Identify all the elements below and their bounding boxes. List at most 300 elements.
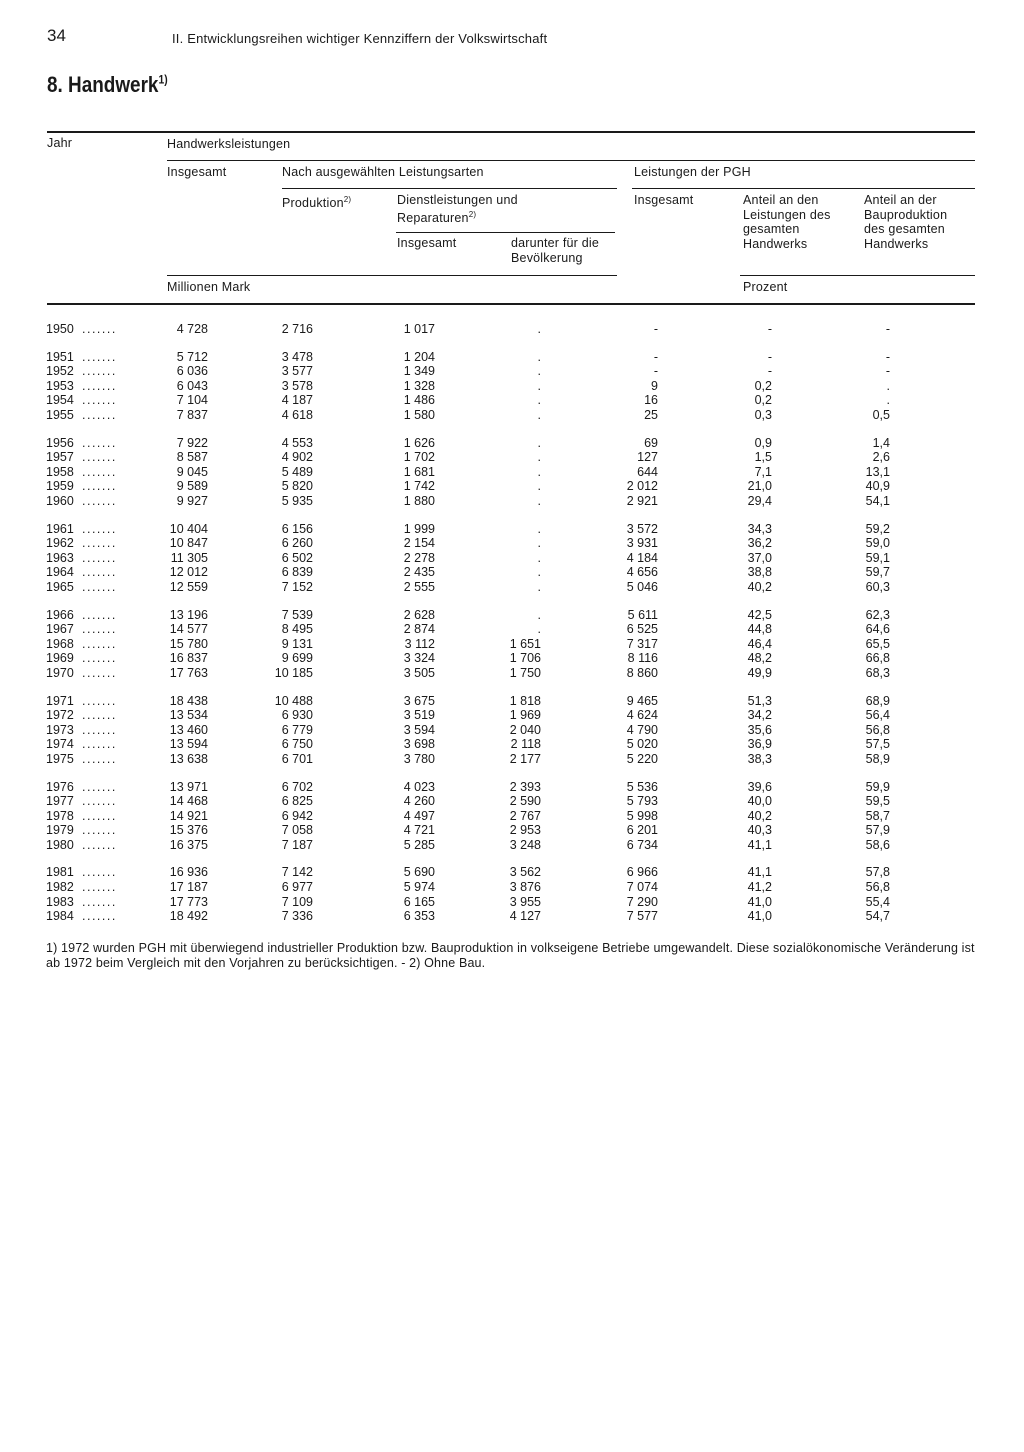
- cell-bau: 57,9: [865, 823, 890, 838]
- cell-ins: 13 196: [169, 607, 208, 622]
- cell-dl: 3 519: [403, 708, 435, 723]
- cell-pgh: 4 790: [626, 722, 658, 737]
- cell-dots: .......: [82, 393, 117, 408]
- cell-ant: 49,9: [747, 665, 772, 680]
- table-row: [0, 608, 1024, 622]
- table-row: [0, 865, 1024, 879]
- cell-bau: 59,7: [865, 565, 890, 580]
- cell-year: 1962: [46, 536, 74, 551]
- cell-ant: 46,4: [747, 636, 772, 651]
- rule-under-dienstleistungen: [396, 232, 615, 233]
- cell-dots: .......: [82, 322, 117, 336]
- cell-ins: 7 922: [176, 435, 208, 450]
- table-row: [0, 322, 1024, 336]
- cell-bau: 60,3: [865, 579, 890, 594]
- cell-bev: 1 818: [509, 693, 541, 708]
- cell-dots: .......: [82, 880, 117, 894]
- page-number: 34: [47, 26, 66, 45]
- cell-ant: -: [767, 322, 772, 336]
- cell-ins: 13 638: [169, 751, 208, 766]
- cell-year: 1973: [46, 722, 74, 737]
- cell-dl: 3 698: [403, 737, 435, 752]
- cell-bev: 2 118: [510, 737, 541, 752]
- cell-pgh: 7 290: [626, 894, 658, 909]
- cell-prod: 7 539: [281, 607, 313, 622]
- table-row: [0, 694, 1024, 708]
- cell-prod: 6 701: [281, 751, 313, 766]
- cell-ins: 9 927: [176, 493, 208, 508]
- cell-bau: 64,6: [865, 622, 890, 637]
- cell-bau: 62,3: [865, 607, 890, 622]
- cell-bau: 1,4: [872, 435, 890, 450]
- cell-ins: 7 837: [176, 407, 208, 422]
- cell-pgh: 6 525: [626, 622, 658, 637]
- cell-dl: 3 780: [403, 751, 435, 766]
- cell-dl: 1 349: [403, 364, 435, 379]
- cell-dots: .......: [82, 823, 117, 838]
- cell-bev: .: [537, 622, 541, 637]
- cell-ant: 7,1: [754, 464, 772, 479]
- cell-bau: 57,5: [865, 737, 890, 752]
- cell-dots: .......: [82, 479, 117, 494]
- table-row: [0, 622, 1024, 636]
- cell-bau: 58,6: [865, 837, 890, 852]
- header-anteil-hw-line3: gesamten: [743, 222, 800, 236]
- cell-dl: 2 874: [403, 622, 435, 637]
- cell-year: 1984: [46, 909, 74, 924]
- cell-pgh: 7 074: [626, 880, 658, 894]
- table-row: [0, 838, 1024, 852]
- cell-ant: 36,2: [747, 536, 772, 551]
- cell-prod: 10 185: [274, 665, 313, 680]
- table-row: [0, 465, 1024, 479]
- header-anteil-hw-line1: Anteil an den: [743, 193, 819, 207]
- cell-ins: 6 043: [176, 378, 208, 393]
- cell-year: 1972: [46, 708, 74, 723]
- cell-dl: 3 324: [403, 651, 435, 666]
- cell-dl: 1 742: [403, 479, 435, 494]
- header-dienstleistungen-line1: Dienstleistungen und: [397, 193, 518, 207]
- table-row: [0, 651, 1024, 665]
- cell-dots: .......: [82, 464, 117, 479]
- cell-prod: 5 489: [281, 464, 313, 479]
- table-row: [0, 536, 1024, 550]
- cell-ins: 17 773: [169, 894, 208, 909]
- cell-dots: .......: [82, 865, 117, 880]
- cell-bau: 58,9: [865, 751, 890, 766]
- cell-pgh: 9: [651, 378, 658, 393]
- cell-pgh: 5 998: [626, 808, 658, 823]
- cell-prod: 9 131: [281, 636, 313, 651]
- cell-ant: 40,2: [747, 579, 772, 594]
- cell-prod: 7 152: [281, 579, 313, 594]
- cell-ant: 0,9: [754, 435, 772, 450]
- table-row: [0, 364, 1024, 378]
- header-anteil-bau-line1: Anteil an der: [864, 193, 937, 207]
- header-produktion-label: Produktion: [282, 196, 344, 211]
- cell-ins: 10 404: [169, 521, 208, 536]
- cell-dots: .......: [82, 779, 117, 794]
- cell-ant: 37,0: [747, 550, 772, 565]
- cell-bau: 59,2: [865, 521, 890, 536]
- cell-pgh: 8 860: [626, 665, 658, 680]
- cell-pgh: 4 184: [626, 550, 658, 565]
- cell-ant: 40,0: [747, 794, 772, 809]
- cell-dl: 2 555: [403, 579, 435, 594]
- header-dienstleistungen: [397, 193, 518, 225]
- cell-ant: 41,0: [747, 909, 772, 924]
- cell-prod: 6 750: [281, 737, 313, 752]
- cell-dl: 6 353: [403, 909, 435, 924]
- cell-year: 1967: [46, 622, 74, 637]
- cell-bev: 2 767: [509, 808, 541, 823]
- cell-bau: 40,9: [865, 479, 890, 494]
- cell-ins: 10 847: [169, 536, 208, 551]
- rule-above-units-left: [167, 275, 617, 276]
- cell-year: 1951: [46, 349, 74, 364]
- cell-prod: 6 502: [281, 550, 313, 565]
- cell-dl: 4 497: [403, 808, 435, 823]
- header-insgesamt: Insgesamt: [167, 165, 227, 179]
- cell-bev: .: [537, 435, 541, 450]
- cell-ins: 13 460: [169, 722, 208, 737]
- cell-pgh: 5 536: [626, 779, 658, 794]
- cell-bev: .: [537, 450, 541, 465]
- cell-year: 1983: [46, 894, 74, 909]
- cell-pgh: 5 046: [626, 579, 658, 594]
- cell-bev: .: [537, 378, 541, 393]
- cell-bau: 59,0: [865, 536, 890, 551]
- cell-year: 1959: [46, 479, 74, 494]
- cell-ins: 17 187: [169, 880, 208, 894]
- cell-year: 1964: [46, 565, 74, 580]
- cell-dots: .......: [82, 536, 117, 551]
- cell-bau: 56,8: [865, 880, 890, 894]
- cell-dl: 1 880: [403, 493, 435, 508]
- table-row: [0, 408, 1024, 422]
- cell-prod: 6 779: [281, 722, 313, 737]
- cell-ant: 38,8: [747, 565, 772, 580]
- cell-bev: .: [537, 493, 541, 508]
- cell-bev: 2 393: [509, 779, 541, 794]
- header-dl-insgesamt: Insgesamt: [397, 236, 457, 250]
- cell-bev: 3 955: [509, 894, 541, 909]
- table-row: [0, 823, 1024, 837]
- cell-bev: 2 590: [509, 794, 541, 809]
- cell-bau: -: [885, 322, 890, 336]
- cell-prod: 7 142: [281, 865, 313, 880]
- cell-year: 1981: [46, 865, 74, 880]
- cell-dl: 1 328: [403, 378, 435, 393]
- table-row: [0, 794, 1024, 808]
- rule-header-bottom: [47, 303, 975, 305]
- table-row: [0, 666, 1024, 680]
- cell-prod: 6 156: [281, 521, 313, 536]
- cell-bau: 55,4: [865, 894, 890, 909]
- header-dienstleistungen-line2: Reparaturen: [397, 210, 469, 225]
- cell-ant: -: [767, 349, 772, 364]
- cell-ins: 16 936: [169, 865, 208, 880]
- cell-ant: 21,0: [747, 479, 772, 494]
- cell-bau: 2,6: [872, 450, 890, 465]
- cell-bev: .: [537, 579, 541, 594]
- cell-year: 1970: [46, 665, 74, 680]
- cell-pgh: 3 572: [626, 521, 658, 536]
- cell-ins: 15 376: [169, 823, 208, 838]
- table-row: [0, 393, 1024, 407]
- rule-under-handwerksleistungen: [167, 160, 975, 161]
- cell-bau: 65,5: [865, 636, 890, 651]
- cell-dl: 1 681: [403, 464, 435, 479]
- cell-dl: 1 999: [403, 521, 435, 536]
- cell-bev: 1 706: [509, 651, 541, 666]
- cell-ins: 14 577: [169, 622, 208, 637]
- cell-ins: 13 971: [169, 779, 208, 794]
- cell-dots: .......: [82, 909, 117, 924]
- title-footnote-mark: 1): [158, 72, 168, 87]
- table-row: [0, 723, 1024, 737]
- cell-bau: 58,7: [865, 808, 890, 823]
- cell-bau: 56,8: [865, 722, 890, 737]
- cell-bau: 13,1: [865, 464, 890, 479]
- cell-ant: 40,3: [747, 823, 772, 838]
- cell-prod: 6 702: [281, 779, 313, 794]
- cell-year: 1963: [46, 550, 74, 565]
- cell-year: 1955: [46, 407, 74, 422]
- cell-prod: 7 109: [281, 894, 313, 909]
- cell-ant: 0,2: [754, 393, 772, 408]
- cell-ant: 36,9: [747, 737, 772, 752]
- cell-prod: 7 187: [281, 837, 313, 852]
- cell-pgh: 6 201: [626, 823, 658, 838]
- cell-ins: 12 012: [169, 565, 208, 580]
- cell-ant: 42,5: [747, 607, 772, 622]
- cell-ins: 12 559: [169, 579, 208, 594]
- header-anteil-bau: [864, 193, 947, 251]
- header-nach-leistungsarten: Nach ausgewählten Leistungsarten: [282, 165, 484, 179]
- header-produktion: [282, 193, 351, 211]
- cell-dots: .......: [82, 737, 117, 752]
- cell-dots: .......: [82, 565, 117, 580]
- cell-prod: 3 578: [281, 378, 313, 393]
- header-darunter-line1: darunter für die: [511, 236, 599, 250]
- cell-year: 1971: [46, 693, 74, 708]
- cell-bev: 1 750: [509, 665, 541, 680]
- running-head: II. Entwicklungsreihen wichtiger Kennziffern der Volkswirtschaft: [172, 31, 548, 46]
- cell-bev: 4 127: [509, 909, 541, 924]
- cell-prod: 4 618: [281, 407, 313, 422]
- cell-dots: .......: [82, 794, 117, 809]
- cell-bev: .: [537, 464, 541, 479]
- cell-ins: 9 045: [176, 464, 208, 479]
- cell-bev: .: [537, 550, 541, 565]
- header-produktion-mark: 2): [343, 195, 352, 204]
- section-title-text: 8. Handwerk: [47, 72, 159, 97]
- header-anteil-bau-line4: Handwerks: [864, 236, 929, 251]
- rule-top: [47, 131, 975, 133]
- cell-bau: 68,9: [865, 693, 890, 708]
- header-dienstleistungen-mark: 2): [468, 209, 477, 219]
- cell-ant: 41,2: [747, 880, 772, 894]
- cell-year: 1956: [46, 435, 74, 450]
- rule-under-leistungsarten: [282, 188, 617, 189]
- header-anteil-bau-line2: Bauproduktion: [864, 207, 948, 222]
- cell-bev: 1 969: [509, 708, 541, 723]
- cell-prod: 6 930: [281, 708, 313, 723]
- table-row: [0, 909, 1024, 923]
- header-darunter-bevoelkerung: [511, 236, 599, 265]
- cell-prod: 4 553: [281, 435, 313, 450]
- table-row: [0, 494, 1024, 508]
- cell-pgh: 7 577: [626, 909, 658, 924]
- cell-bev: .: [537, 349, 541, 364]
- cell-prod: 6 825: [281, 794, 313, 809]
- cell-dots: .......: [82, 708, 117, 723]
- cell-dl: 1 626: [403, 435, 435, 450]
- cell-dl: 2 278: [403, 550, 435, 565]
- cell-dl: 3 505: [403, 665, 435, 680]
- cell-dots: .......: [82, 622, 117, 637]
- cell-ant: 34,3: [747, 521, 772, 536]
- cell-dl: 2 154: [403, 536, 435, 551]
- cell-dots: .......: [82, 450, 117, 465]
- table-row: [0, 522, 1024, 536]
- cell-ins: 6 036: [176, 364, 208, 379]
- table-row: [0, 637, 1024, 651]
- cell-dots: .......: [82, 521, 117, 536]
- cell-ant: 1,5: [754, 450, 772, 465]
- cell-ins: 4 728: [176, 322, 208, 336]
- table-row: [0, 450, 1024, 464]
- cell-dl: 1 204: [403, 349, 435, 364]
- cell-bev: 1 651: [509, 636, 541, 651]
- table-row: [0, 880, 1024, 894]
- cell-year: 1979: [46, 823, 74, 838]
- cell-dots: .......: [82, 579, 117, 594]
- cell-ant: 34,2: [747, 708, 772, 723]
- rule-under-pgh: [632, 188, 975, 189]
- cell-bau: -: [885, 364, 890, 379]
- cell-ant: 39,6: [747, 779, 772, 794]
- cell-bau: 59,9: [865, 779, 890, 794]
- cell-dl: 5 285: [403, 837, 435, 852]
- cell-ins: 14 921: [169, 808, 208, 823]
- cell-dl: 1 486: [403, 393, 435, 408]
- cell-ins: 7 104: [176, 393, 208, 408]
- cell-pgh: 6 734: [626, 837, 658, 852]
- table-row: [0, 379, 1024, 393]
- cell-pgh: 2 012: [626, 479, 658, 494]
- cell-year: 1975: [46, 751, 74, 766]
- cell-bev: .: [537, 521, 541, 536]
- cell-dl: 1 702: [403, 450, 435, 465]
- cell-prod: 5 820: [281, 479, 313, 494]
- cell-ins: 8 587: [176, 450, 208, 465]
- cell-bev: 2 040: [509, 722, 541, 737]
- cell-bev: .: [537, 393, 541, 408]
- cell-dots: .......: [82, 894, 117, 909]
- cell-dl: 3 675: [403, 693, 435, 708]
- cell-bau: 56,4: [865, 708, 890, 723]
- cell-year: 1969: [46, 651, 74, 666]
- cell-pgh: -: [653, 364, 658, 379]
- cell-year: 1958: [46, 464, 74, 479]
- cell-pgh: 4 656: [626, 565, 658, 580]
- cell-prod: 6 942: [281, 808, 313, 823]
- cell-year: 1950: [46, 322, 74, 336]
- cell-ins: 18 492: [169, 909, 208, 924]
- cell-bev: 3 876: [509, 880, 541, 894]
- cell-dots: .......: [82, 693, 117, 708]
- cell-ant: 0,2: [754, 378, 772, 393]
- cell-dots: .......: [82, 751, 117, 766]
- cell-ant: 29,4: [747, 493, 772, 508]
- cell-pgh: 5 220: [626, 751, 658, 766]
- cell-ant: 0,3: [754, 407, 772, 422]
- header-jahr: Jahr: [47, 136, 73, 150]
- cell-dl: 2 628: [403, 607, 435, 622]
- cell-bau: 54,1: [865, 493, 890, 508]
- cell-dots: .......: [82, 364, 117, 379]
- cell-ant: 41,1: [747, 837, 772, 852]
- cell-pgh: 9 465: [626, 693, 658, 708]
- cell-pgh: 2 921: [626, 493, 658, 508]
- header-darunter-line2: Bevölkerung: [511, 250, 583, 265]
- cell-prod: 10 488: [274, 693, 313, 708]
- cell-bev: 2 177: [509, 751, 541, 766]
- header-pgh-insgesamt: Insgesamt: [634, 193, 694, 207]
- cell-year: 1966: [46, 607, 74, 622]
- table-row: [0, 436, 1024, 450]
- cell-pgh: 7 317: [626, 636, 658, 651]
- cell-year: 1952: [46, 364, 74, 379]
- cell-pgh: 16: [644, 393, 658, 408]
- cell-ins: 17 763: [169, 665, 208, 680]
- cell-year: 1957: [46, 450, 74, 465]
- cell-ant: 41,1: [747, 865, 772, 880]
- cell-prod: 8 495: [281, 622, 313, 637]
- cell-ant: 35,6: [747, 722, 772, 737]
- cell-dots: .......: [82, 837, 117, 852]
- table-row: [0, 895, 1024, 909]
- unit-millionen-mark: Millionen Mark: [167, 280, 251, 294]
- cell-prod: 4 902: [281, 450, 313, 465]
- cell-dl: 1 580: [403, 407, 435, 422]
- cell-ant: 44,8: [747, 622, 772, 637]
- cell-bev: .: [537, 607, 541, 622]
- cell-ant: -: [767, 364, 772, 379]
- table-row: [0, 752, 1024, 766]
- cell-ins: 11 305: [170, 550, 208, 565]
- cell-bau: .: [886, 393, 890, 408]
- cell-ins: 14 468: [169, 794, 208, 809]
- cell-dots: .......: [82, 550, 117, 565]
- cell-year: 1961: [46, 521, 74, 536]
- cell-ins: 16 837: [169, 651, 208, 666]
- cell-ins: 5 712: [176, 349, 208, 364]
- cell-pgh: 5 611: [627, 607, 658, 622]
- cell-ins: 9 589: [176, 479, 208, 494]
- header-anteil-handwerk: [743, 193, 831, 251]
- cell-bev: 3 562: [509, 865, 541, 880]
- cell-prod: 4 187: [281, 393, 313, 408]
- cell-pgh: -: [653, 322, 658, 336]
- cell-ins: 16 375: [169, 837, 208, 852]
- cell-dl: 6 165: [403, 894, 435, 909]
- cell-dl: 2 435: [403, 565, 435, 580]
- cell-prod: 6 839: [281, 565, 313, 580]
- table-row: [0, 350, 1024, 364]
